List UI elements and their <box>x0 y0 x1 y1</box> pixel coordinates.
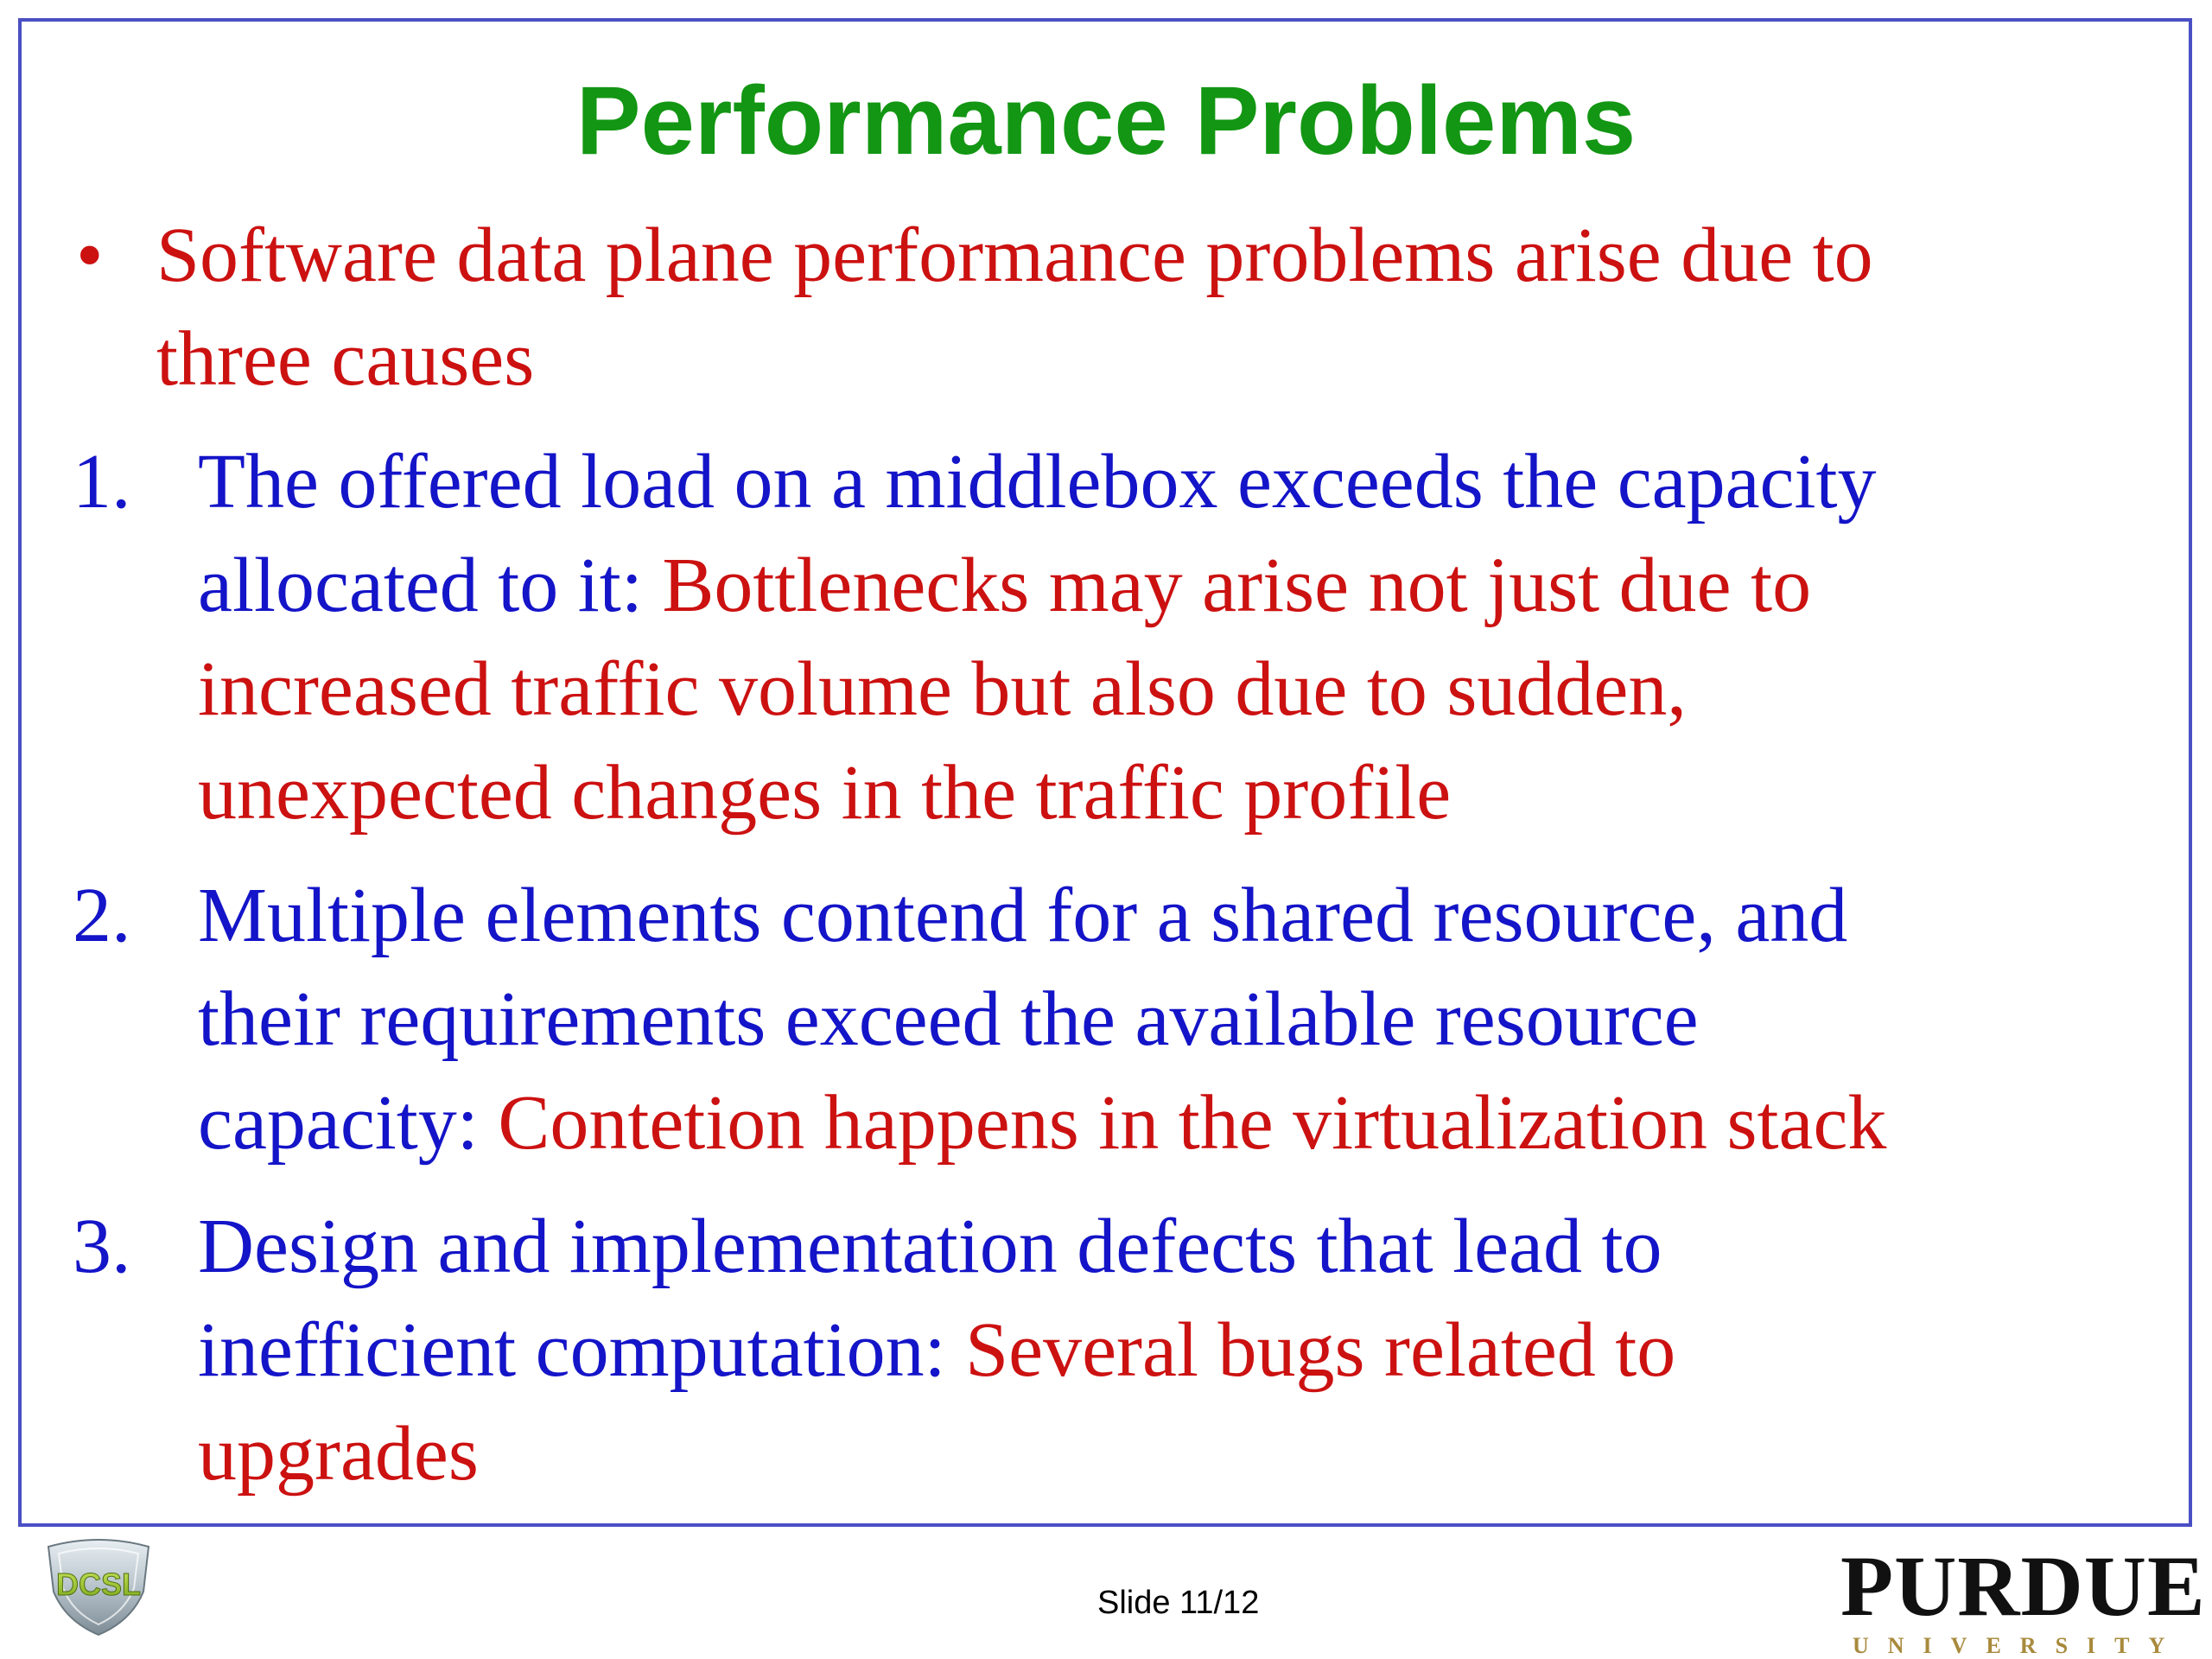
intro-bullet-text <box>156 204 1873 411</box>
purdue-wordmark: PURDUE <box>1840 1538 2206 1634</box>
item-line <box>198 741 1877 845</box>
text-run: upgrades <box>198 1411 479 1497</box>
text-run: increased traffic volume but also due to sudden, <box>198 646 1687 732</box>
text-run: Contetion happens in the virtualization stack <box>498 1080 1887 1166</box>
item-text <box>198 1195 1675 1506</box>
text-run: allocated to it: <box>198 543 663 628</box>
item-line <box>198 1071 1886 1175</box>
text-run: capacity: <box>198 1080 499 1166</box>
item-number: 2. <box>73 873 131 958</box>
text-run: Several bugs related to <box>965 1307 1676 1393</box>
item-line <box>198 534 1877 638</box>
text-run: unexpected changes in the traffic profile <box>198 750 1452 836</box>
item-line <box>198 638 1877 741</box>
intro-line-1: Software data plane performance problems arise due to <box>156 213 1873 298</box>
item-text <box>198 430 1877 845</box>
purdue-subtext: UNIVERSITY <box>1853 1633 2184 1658</box>
item-line <box>198 1402 1675 1506</box>
text-run: Multiple elements contend for a shared resource, and <box>198 873 1848 958</box>
intro-line-2: three causes <box>156 316 535 402</box>
item-line <box>198 968 1886 1071</box>
text-run: The offered load on a middlebox exceeds the capacity <box>198 439 1877 524</box>
purdue-logo <box>1840 1538 2206 1658</box>
item-line <box>198 1195 1675 1299</box>
dcsl-logo <box>29 1535 168 1638</box>
item-line <box>198 430 1877 534</box>
text-run: Bottlenecks may arise not just due to <box>662 543 1812 628</box>
item-number: 3. <box>73 1204 131 1289</box>
item-number: 1. <box>73 439 131 524</box>
item-text <box>198 864 1886 1175</box>
item-line <box>198 864 1886 968</box>
slide-title: Performance Problems <box>575 67 1637 175</box>
item-line <box>198 1299 1675 1402</box>
slide-number: Slide 11/12 <box>1097 1585 1260 1621</box>
dcsl-logo-text: DCSL <box>56 1567 141 1602</box>
text-run: inefficient computation: <box>198 1307 966 1393</box>
bullet-marker: • <box>76 213 104 298</box>
text-run: their requirements exceed the available resource <box>198 976 1699 1062</box>
text-run: Design and implementation defects that lead to <box>198 1204 1662 1289</box>
